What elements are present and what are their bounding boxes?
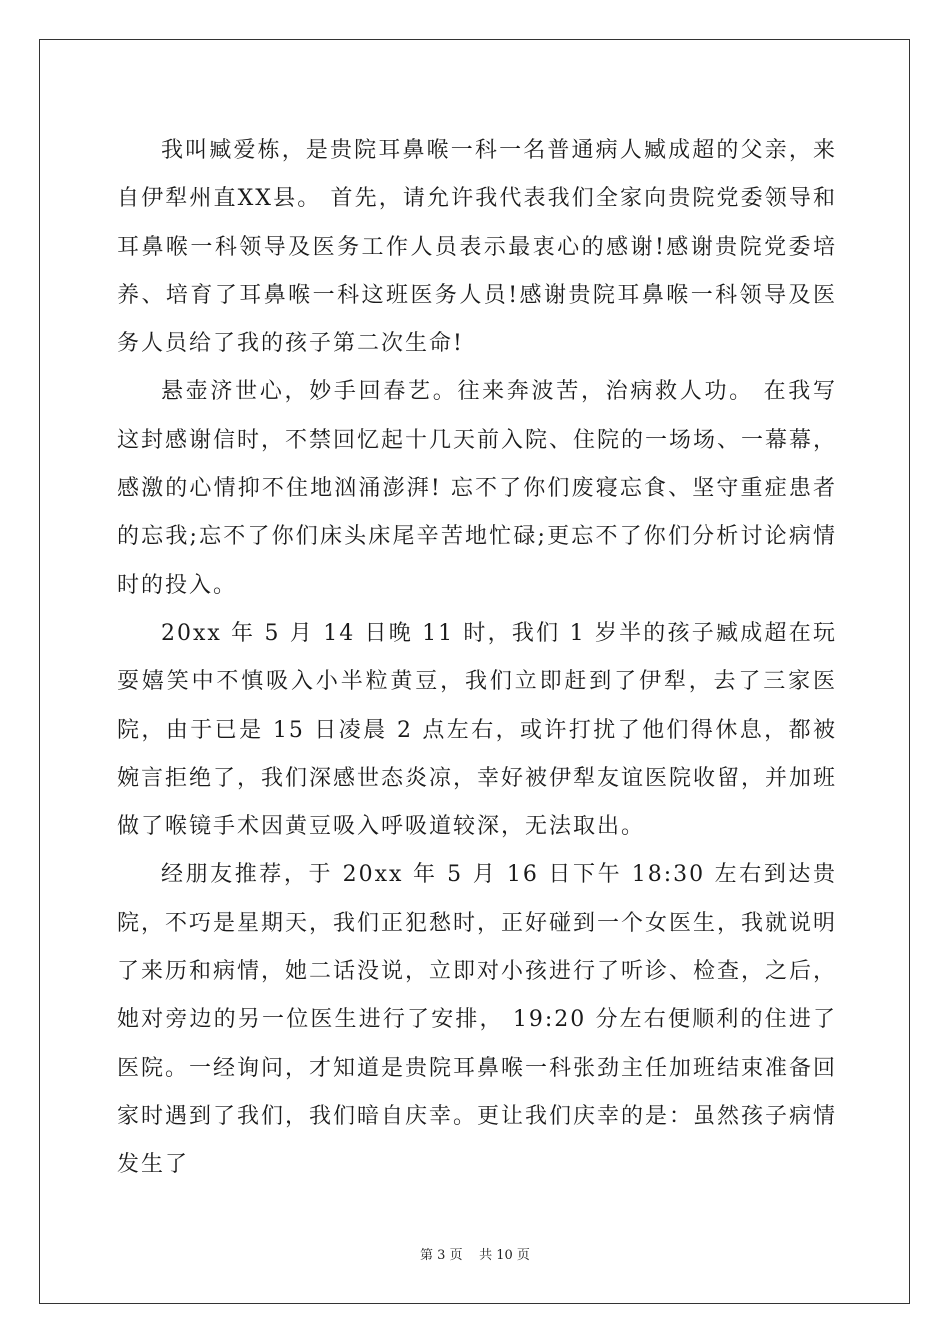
page-number: 第 3 页 <box>420 1248 463 1263</box>
paragraph-3: 20xx 年 5 月 14 日晚 11 时，我们 1 岁半的孩子臧成超在玩耍嬉笑中不慎吸入小半粒黄豆，我们立即赶到了伊犁，去了三家医院，由于已是 15 日凌晨 2 点左右，或许打扰了他们得休息，都被婉言拒绝了，我们深感世态炎凉，幸好被伊犁友谊医院收留，并加班做了喉镜手术因黄豆吸入呼吸道较深，无法取出。 <box>117 620 838 840</box>
paragraph-4: 经朋友推荐，于 20xx 年 5 月 16 日下午 18:30 左右到达贵院，不巧是星期天，我们正犯愁时，正好碰到一个女医生，我就说明了来历和病情，她二话没说，立即对小孩进行了听诊、检查，之后，她对旁边的另一位医生进行了安排， 19:20 分左右便顺利的住进了医院。一经询问，才知道是贵院耳鼻喉一科张劲主任加班结束准备回家时遇到了我们，我们暗自庆幸。更让我们庆幸的是：虽然孩子病情发生了 <box>117 862 838 1178</box>
paragraph-1: 我叫臧爱栋，是贵院耳鼻喉一科一名普通病人臧成超的父亲，来自伊犁州直XX县。 首先，请允许我代表我们全家向贵院党委领导和耳鼻喉一科领导及医务工作人员表示最衷心的感谢!感谢贵院党委培养、培育了耳鼻喉一科这班医务人员!感谢贵院耳鼻喉一科领导及医务人员给了我的孩子第二次生命! <box>117 138 837 357</box>
paragraph-2: 悬壶济世心，妙手回春艺。往来奔波苦，治病救人功。 在我写这封感谢信时，不禁回忆起十几天前入院、住院的一场场、一幕幕，感激的心情抑不住地汹涌澎湃! 忘不了你们废寝忘食、坚守重症患者的忘我;忘不了你们床头床尾辛苦地忙碌;更忘不了你们分析讨论病情时的投入。 <box>117 379 838 598</box>
document-body <box>117 127 837 1190</box>
page-footer <box>0 1244 950 1263</box>
page-total: 共 10 页 <box>479 1248 530 1263</box>
